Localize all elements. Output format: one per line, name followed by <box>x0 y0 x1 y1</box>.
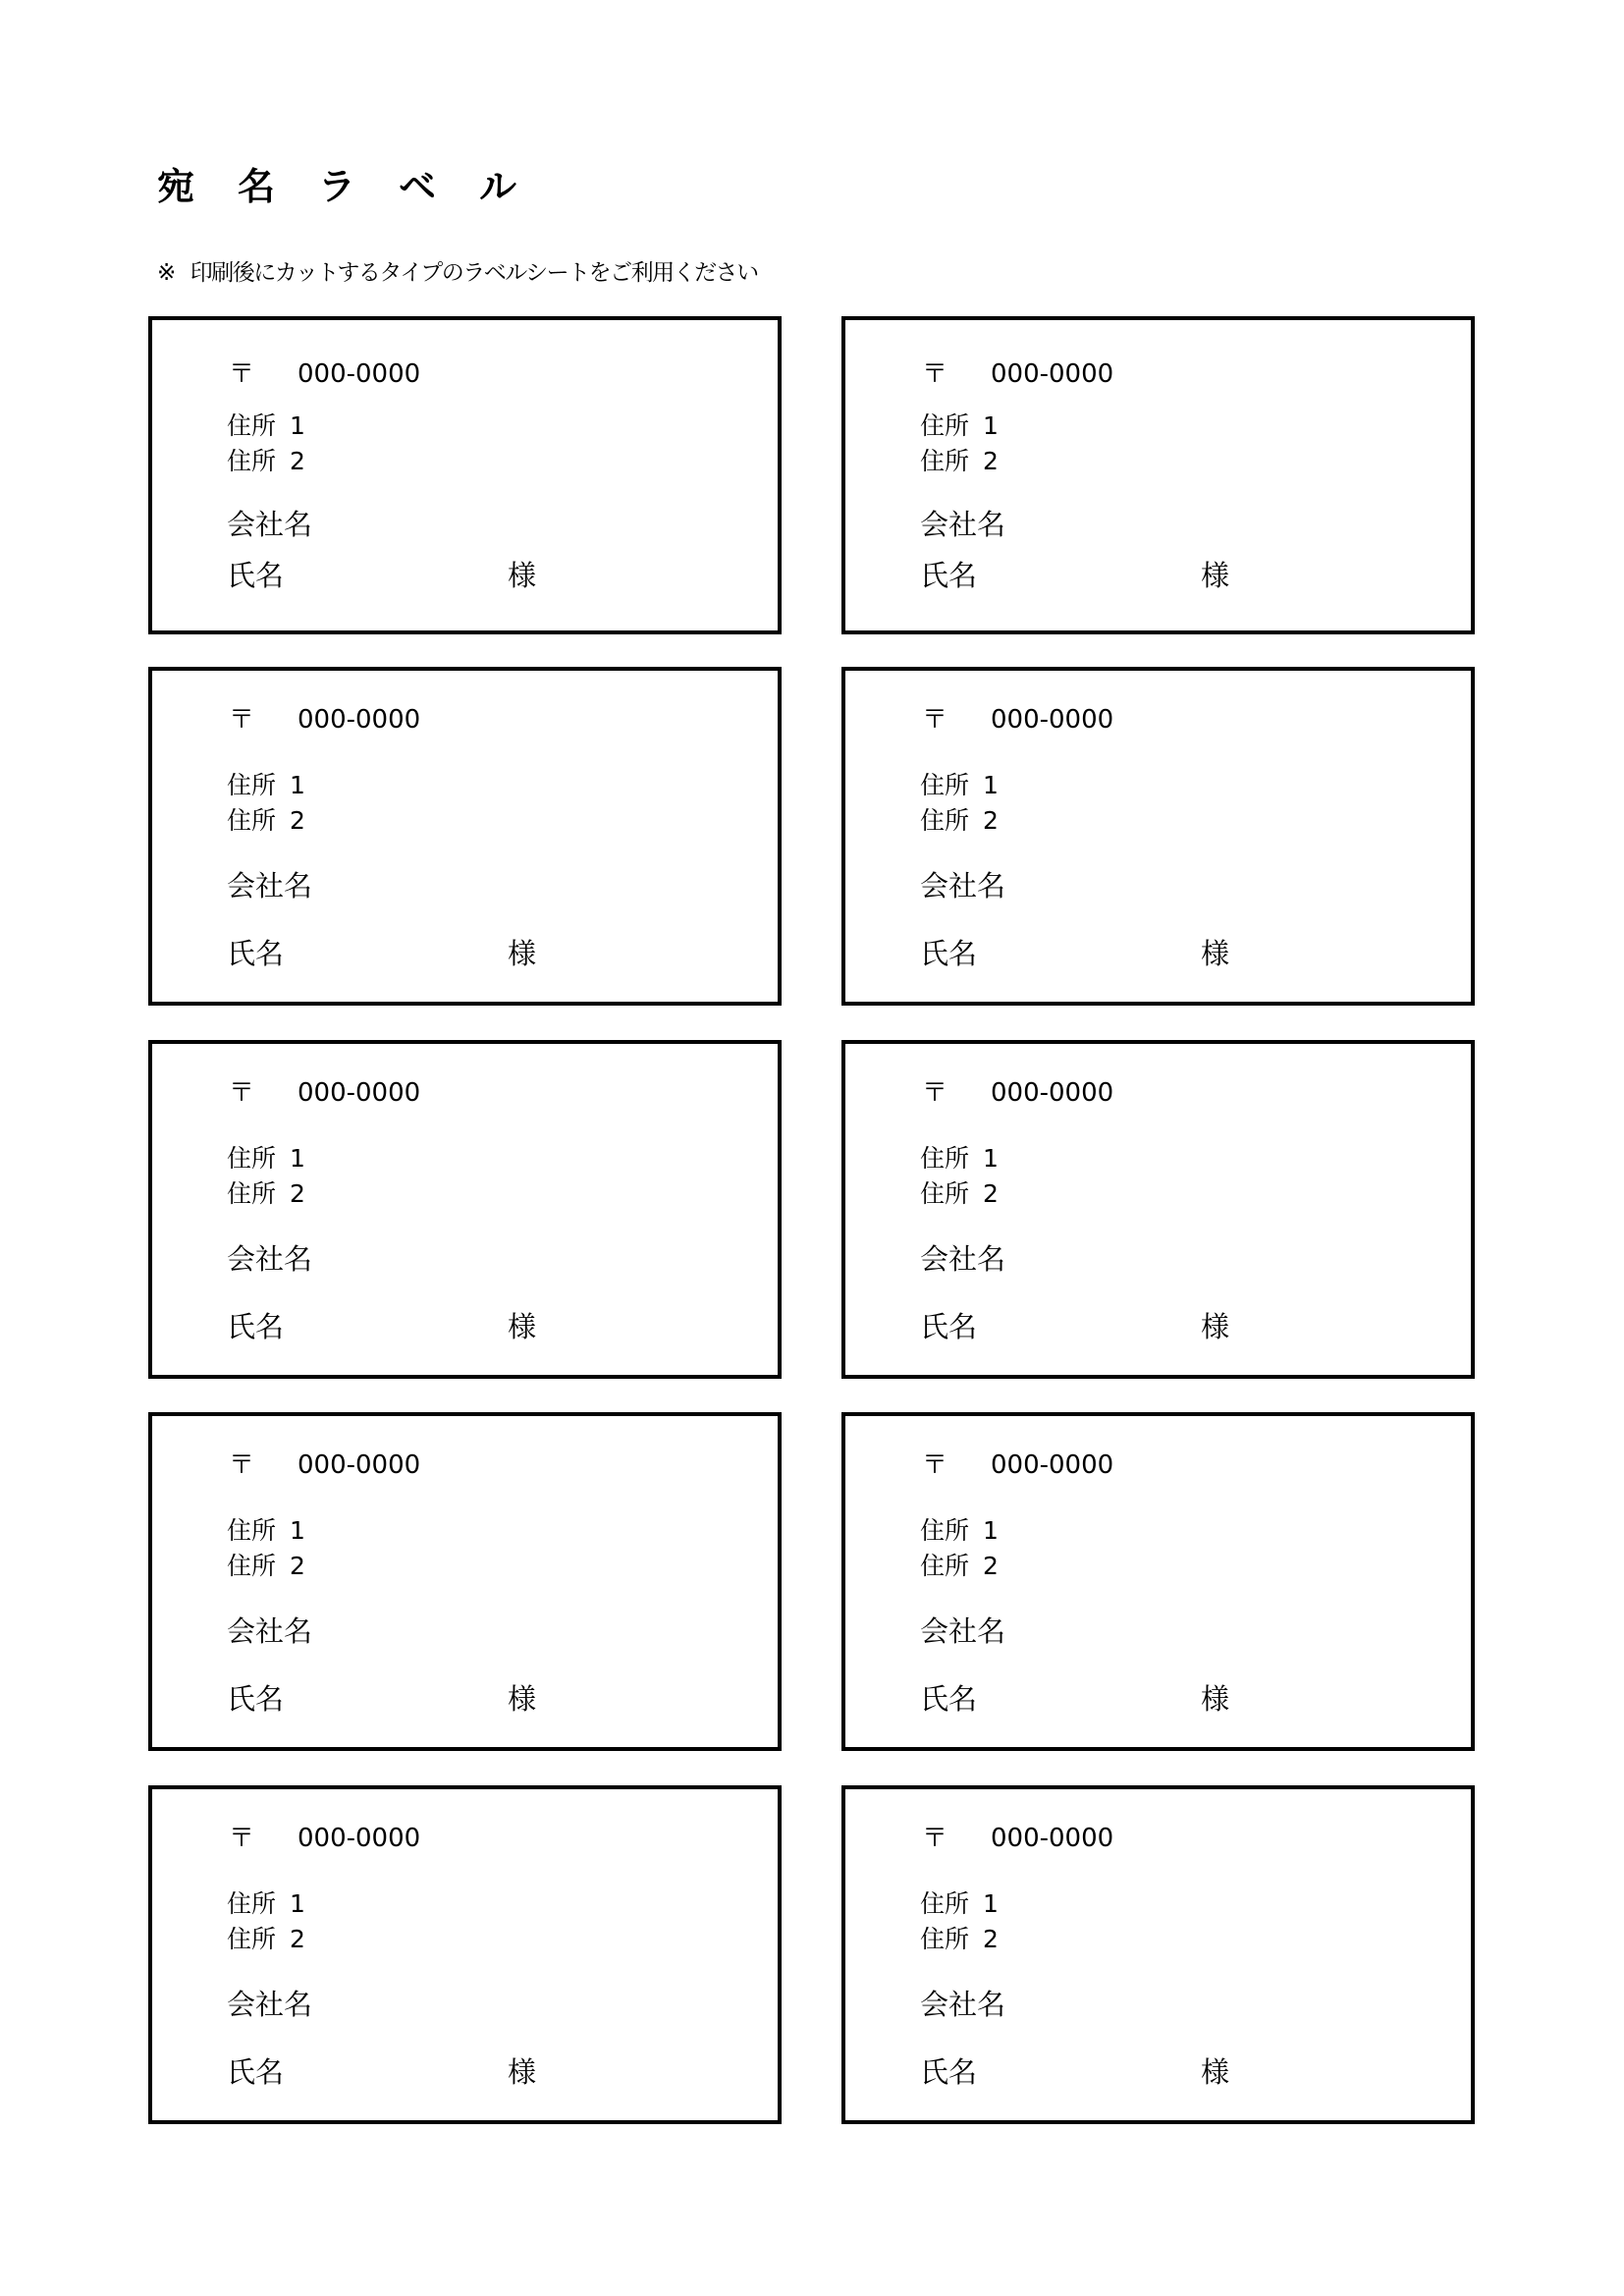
honorific: 様 <box>1201 559 1230 592</box>
address-line-1 <box>227 1891 305 1916</box>
company-name: 会社名 <box>227 1614 313 1648</box>
recipient-name-row <box>920 559 1391 592</box>
postal-row <box>229 1080 420 1106</box>
address-label <box>148 1040 782 1379</box>
postal-mark-icon: 〒 <box>922 1450 948 1480</box>
postal-mark-icon: 〒 <box>922 1824 948 1853</box>
address-line-1 <box>920 1891 999 1916</box>
address1-number: 1 <box>290 1144 305 1173</box>
postal-code: 000-0000 <box>991 705 1114 735</box>
address-line-2 <box>920 1181 999 1206</box>
postal-mark-icon: 〒 <box>229 359 255 389</box>
address-label <box>148 316 782 634</box>
address2-number: 2 <box>983 1552 999 1580</box>
address-line-1 <box>920 1518 999 1543</box>
honorific: 様 <box>508 2055 537 2089</box>
address-label <box>841 1412 1475 1751</box>
postal-code: 000-0000 <box>298 1824 421 1853</box>
address2-label: 住所 <box>920 447 970 475</box>
address2-number: 2 <box>290 1552 305 1580</box>
honorific: 様 <box>1201 1682 1230 1716</box>
company-name: 会社名 <box>227 508 313 541</box>
recipient-name: 氏名 <box>920 2055 978 2089</box>
address1-label: 住所 <box>920 1516 970 1545</box>
recipient-name-row <box>227 937 698 970</box>
recipient-name-row <box>227 1310 698 1343</box>
postal-row <box>922 707 1113 733</box>
postal-mark-icon: 〒 <box>229 705 255 735</box>
company-name: 会社名 <box>920 508 1006 541</box>
address-label <box>148 1785 782 2124</box>
address1-label: 住所 <box>920 1889 970 1918</box>
address-label <box>841 1040 1475 1379</box>
address1-label: 住所 <box>227 1144 277 1173</box>
postal-code: 000-0000 <box>991 1824 1114 1853</box>
address1-number: 1 <box>983 411 999 440</box>
postal-row <box>922 361 1113 387</box>
company-name: 会社名 <box>227 1988 313 2021</box>
postal-mark-icon: 〒 <box>922 1078 948 1108</box>
company-name: 会社名 <box>920 1242 1006 1276</box>
recipient-name: 氏名 <box>227 937 285 970</box>
postal-code: 000-0000 <box>298 359 421 389</box>
recipient-name: 氏名 <box>920 1682 978 1716</box>
postal-row <box>922 1452 1113 1478</box>
address2-number: 2 <box>983 1179 999 1208</box>
postal-row <box>229 1826 420 1851</box>
address-line-1 <box>227 413 305 438</box>
address2-label: 住所 <box>227 806 277 835</box>
recipient-name: 氏名 <box>920 937 978 970</box>
postal-row <box>229 1452 420 1478</box>
recipient-name: 氏名 <box>227 1310 285 1343</box>
address2-label: 住所 <box>227 1552 277 1580</box>
usage-note-text: 印刷後にカットするタイプのラベルシートをご利用ください <box>189 260 758 286</box>
address1-number: 1 <box>290 1516 305 1545</box>
recipient-name-row <box>227 1682 698 1716</box>
address2-label: 住所 <box>920 1552 970 1580</box>
address2-number: 2 <box>983 1925 999 1953</box>
honorific: 様 <box>508 559 537 592</box>
address2-number: 2 <box>290 806 305 835</box>
honorific: 様 <box>508 1310 537 1343</box>
postal-mark-icon: 〒 <box>229 1450 255 1480</box>
honorific: 様 <box>1201 937 1230 970</box>
reference-mark-icon: ※ <box>157 260 175 286</box>
postal-row <box>922 1080 1113 1106</box>
address2-number: 2 <box>983 447 999 475</box>
recipient-name-row <box>920 937 1391 970</box>
postal-row <box>229 361 420 387</box>
recipient-name: 氏名 <box>227 559 285 592</box>
address1-number: 1 <box>290 1889 305 1918</box>
address-label <box>841 667 1475 1006</box>
address1-number: 1 <box>290 771 305 799</box>
postal-code: 000-0000 <box>991 359 1114 389</box>
address2-number: 2 <box>290 1179 305 1208</box>
honorific: 様 <box>508 1682 537 1716</box>
recipient-name-row <box>920 1310 1391 1343</box>
address-label <box>841 1785 1475 2124</box>
address-line-1 <box>227 1146 305 1171</box>
address-line-2 <box>227 808 305 833</box>
recipient-name-row <box>920 2055 1391 2089</box>
address2-label: 住所 <box>920 1925 970 1953</box>
address1-label: 住所 <box>920 411 970 440</box>
address2-label: 住所 <box>920 806 970 835</box>
recipient-name-row <box>227 2055 698 2089</box>
address1-label: 住所 <box>227 1516 277 1545</box>
recipient-name: 氏名 <box>227 2055 285 2089</box>
address2-number: 2 <box>290 447 305 475</box>
postal-code: 000-0000 <box>991 1450 1114 1480</box>
postal-code: 000-0000 <box>298 1078 421 1108</box>
postal-code: 000-0000 <box>298 1450 421 1480</box>
address1-number: 1 <box>290 411 305 440</box>
postal-row <box>229 707 420 733</box>
address2-label: 住所 <box>227 1925 277 1953</box>
honorific: 様 <box>508 937 537 970</box>
address1-number: 1 <box>983 1516 999 1545</box>
recipient-name: 氏名 <box>920 559 978 592</box>
address1-label: 住所 <box>227 1889 277 1918</box>
company-name: 会社名 <box>920 869 1006 902</box>
address-line-2 <box>227 1181 305 1206</box>
address-line-1 <box>227 1518 305 1543</box>
address-line-1 <box>920 773 999 797</box>
address-line-1 <box>920 413 999 438</box>
address1-label: 住所 <box>920 1144 970 1173</box>
postal-code: 000-0000 <box>991 1078 1114 1108</box>
address-line-2 <box>920 1554 999 1578</box>
address2-number: 2 <box>983 806 999 835</box>
address-line-2 <box>920 808 999 833</box>
usage-note <box>157 257 758 289</box>
address1-label: 住所 <box>227 411 277 440</box>
postal-mark-icon: 〒 <box>229 1824 255 1853</box>
address2-number: 2 <box>290 1925 305 1953</box>
address-line-2 <box>227 1927 305 1951</box>
postal-mark-icon: 〒 <box>922 359 948 389</box>
address1-number: 1 <box>983 1144 999 1173</box>
postal-mark-icon: 〒 <box>229 1078 255 1108</box>
address-line-1 <box>920 1146 999 1171</box>
address-line-2 <box>920 1927 999 1951</box>
postal-mark-icon: 〒 <box>922 705 948 735</box>
address1-label: 住所 <box>227 771 277 799</box>
address-label <box>148 667 782 1006</box>
address2-label: 住所 <box>227 1179 277 1208</box>
recipient-name-row <box>227 559 698 592</box>
address-line-2 <box>227 449 305 473</box>
company-name: 会社名 <box>920 1988 1006 2021</box>
company-name: 会社名 <box>227 1242 313 1276</box>
company-name: 会社名 <box>227 869 313 902</box>
postal-code: 000-0000 <box>298 705 421 735</box>
address-label <box>841 316 1475 634</box>
recipient-name: 氏名 <box>920 1310 978 1343</box>
address2-label: 住所 <box>920 1179 970 1208</box>
recipient-name-row <box>920 1682 1391 1716</box>
page-title: 宛名ラベル <box>157 165 561 208</box>
recipient-name: 氏名 <box>227 1682 285 1716</box>
address2-label: 住所 <box>227 447 277 475</box>
address-line-2 <box>227 1554 305 1578</box>
address-line-1 <box>227 773 305 797</box>
postal-row <box>922 1826 1113 1851</box>
address1-number: 1 <box>983 771 999 799</box>
address-label <box>148 1412 782 1751</box>
honorific: 様 <box>1201 2055 1230 2089</box>
company-name: 会社名 <box>920 1614 1006 1648</box>
honorific: 様 <box>1201 1310 1230 1343</box>
address-line-2 <box>920 449 999 473</box>
address1-label: 住所 <box>920 771 970 799</box>
address1-number: 1 <box>983 1889 999 1918</box>
